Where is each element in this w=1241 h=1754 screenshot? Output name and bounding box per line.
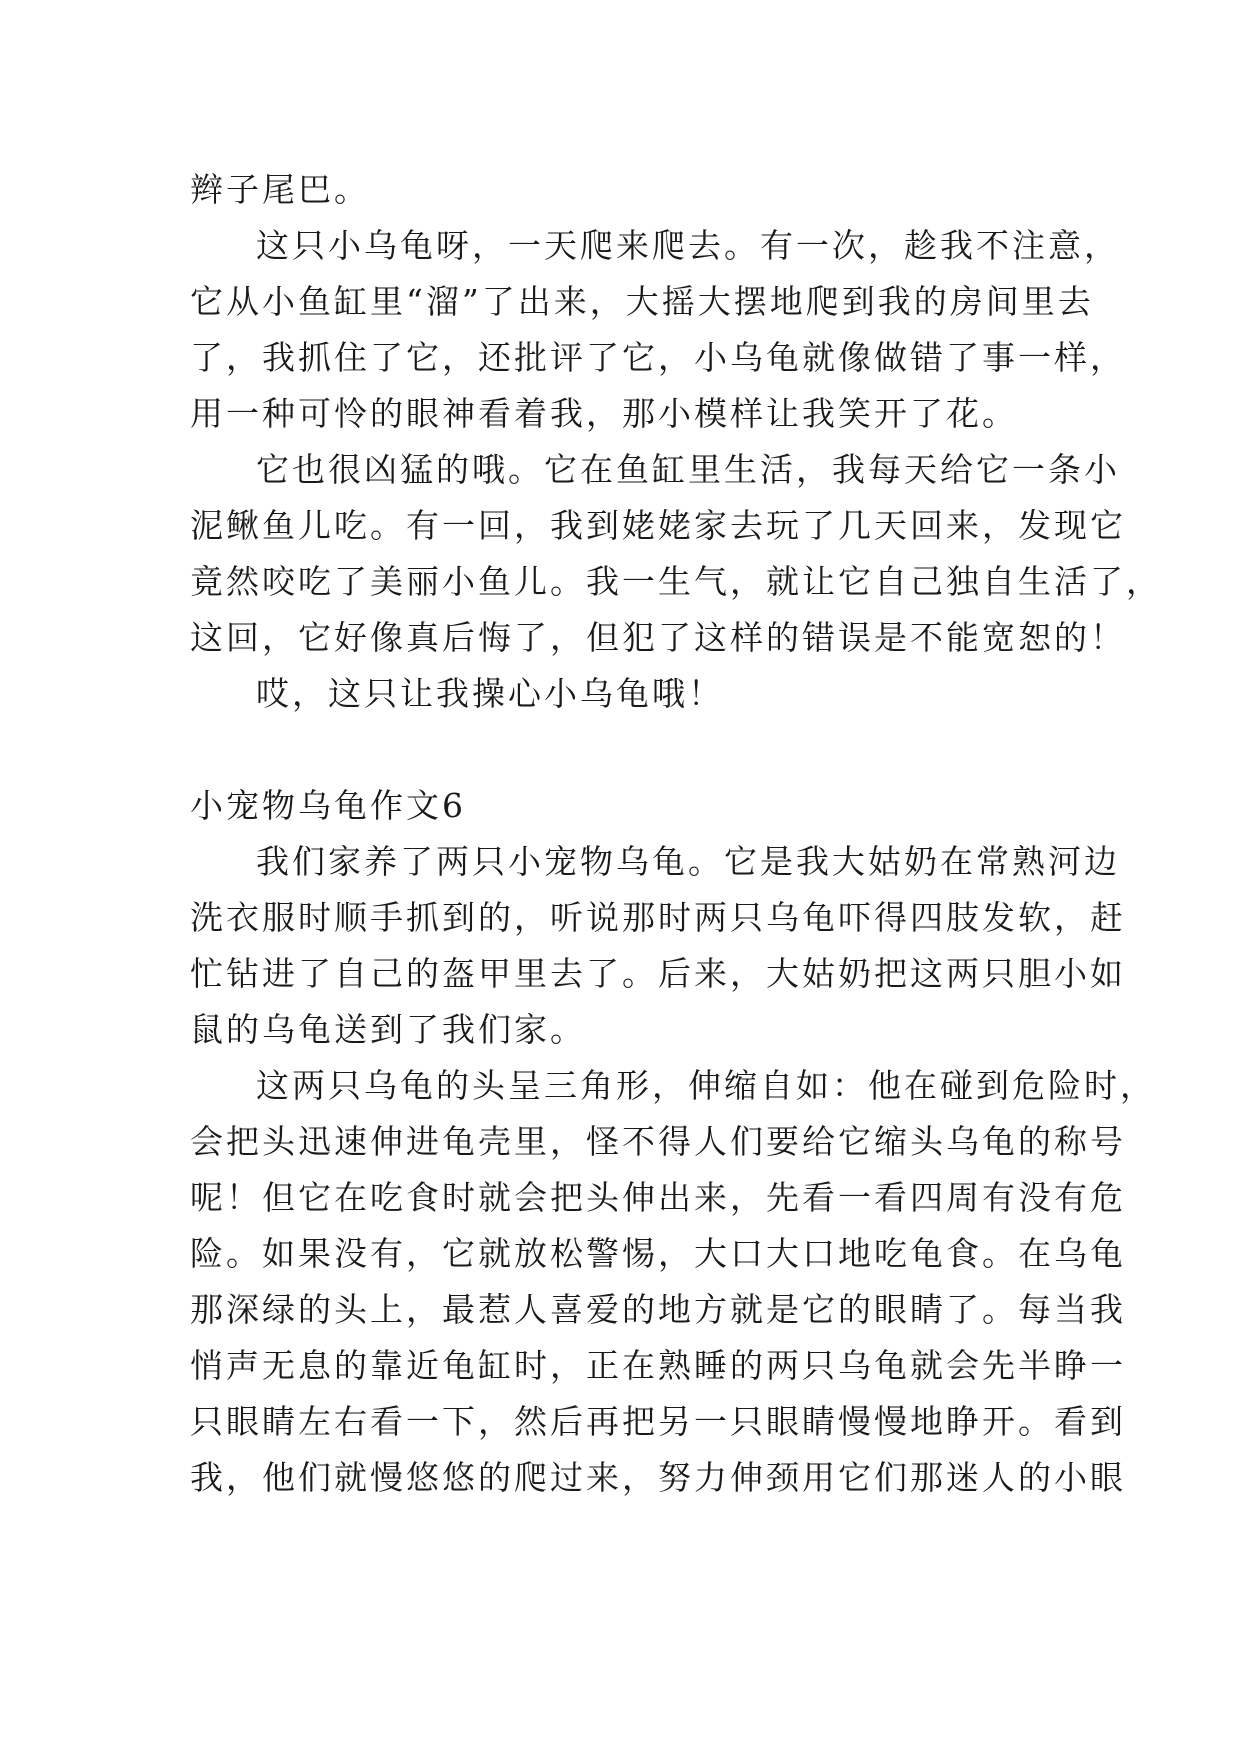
paragraph-start-line: 哎，这只让我操心小乌龟哦！: [256, 674, 724, 713]
text-line: 竟然咬吃了美丽小鱼儿。我一生气，就让它自己独自生活了，: [190, 562, 1162, 601]
text-line: 那深绿的头上，最惹人喜爱的地方就是它的眼睛了。每当我: [190, 1290, 1126, 1329]
essay-body: [190, 162, 1162, 1506]
text-line: 泥鳅鱼儿吃。有一回，我到姥姥家去玩了几天回来，发现它: [190, 506, 1126, 545]
paragraph-start-line: 这两只乌龟的头呈三角形，伸缩自如：他在碰到危险时，: [256, 1066, 1156, 1105]
paragraph-start-line: 这只小乌龟呀，一天爬来爬去。有一次，趁我不注意，: [256, 226, 1120, 265]
text-line: 洗衣服时顺手抓到的，听说那时两只乌龟吓得四肢发软，赶: [190, 898, 1126, 937]
text-line: 只眼睛左右看一下，然后再把另一只眼睛慢慢地睁开。看到: [190, 1402, 1126, 1441]
text-line: 忙钻进了自己的盔甲里去了。后来，大姑奶把这两只胆小如: [190, 954, 1126, 993]
section-gap: [190, 722, 1070, 778]
text-line: 它从小鱼缸里“溜”了出来，大摇大摆地爬到我的房间里去: [190, 282, 1094, 321]
text-line: 这回，它好像真后悔了，但犯了这样的错误是不能宽恕的！: [190, 618, 1126, 657]
text-line: 悄声无息的靠近龟缸时，正在熟睡的两只乌龟就会先半睁一: [190, 1346, 1126, 1385]
text-line: 险。如果没有，它就放松警惕，大口大口地吃龟食。在乌龟: [190, 1234, 1126, 1273]
text-line: 辫子尾巴。: [190, 170, 370, 209]
text-line: 鼠的乌龟送到了我们家。: [190, 1010, 586, 1049]
text-line: 呢！但它在吃食时就会把头伸出来，先看一看四周有没有危: [190, 1178, 1126, 1217]
text-line: 了，我抓住了它，还批评了它，小乌龟就像做错了事一样，: [190, 338, 1126, 377]
paragraph-start-line: 我们家养了两只小宠物乌龟。它是我大姑奶在常熟河边: [256, 842, 1120, 881]
section-heading: 小宠物乌龟作文6: [190, 786, 466, 825]
text-line: 用一种可怜的眼神看着我，那小模样让我笑开了花。: [190, 394, 1018, 433]
text-line: 会把头迅速伸进龟壳里，怪不得人们要给它缩头乌龟的称号: [190, 1122, 1126, 1161]
paragraph-start-line: 它也很凶猛的哦。它在鱼缸里生活，我每天给它一条小: [256, 450, 1120, 489]
text-line: 我，他们就慢悠悠的爬过来，努力伸颈用它们那迷人的小眼: [190, 1458, 1126, 1497]
